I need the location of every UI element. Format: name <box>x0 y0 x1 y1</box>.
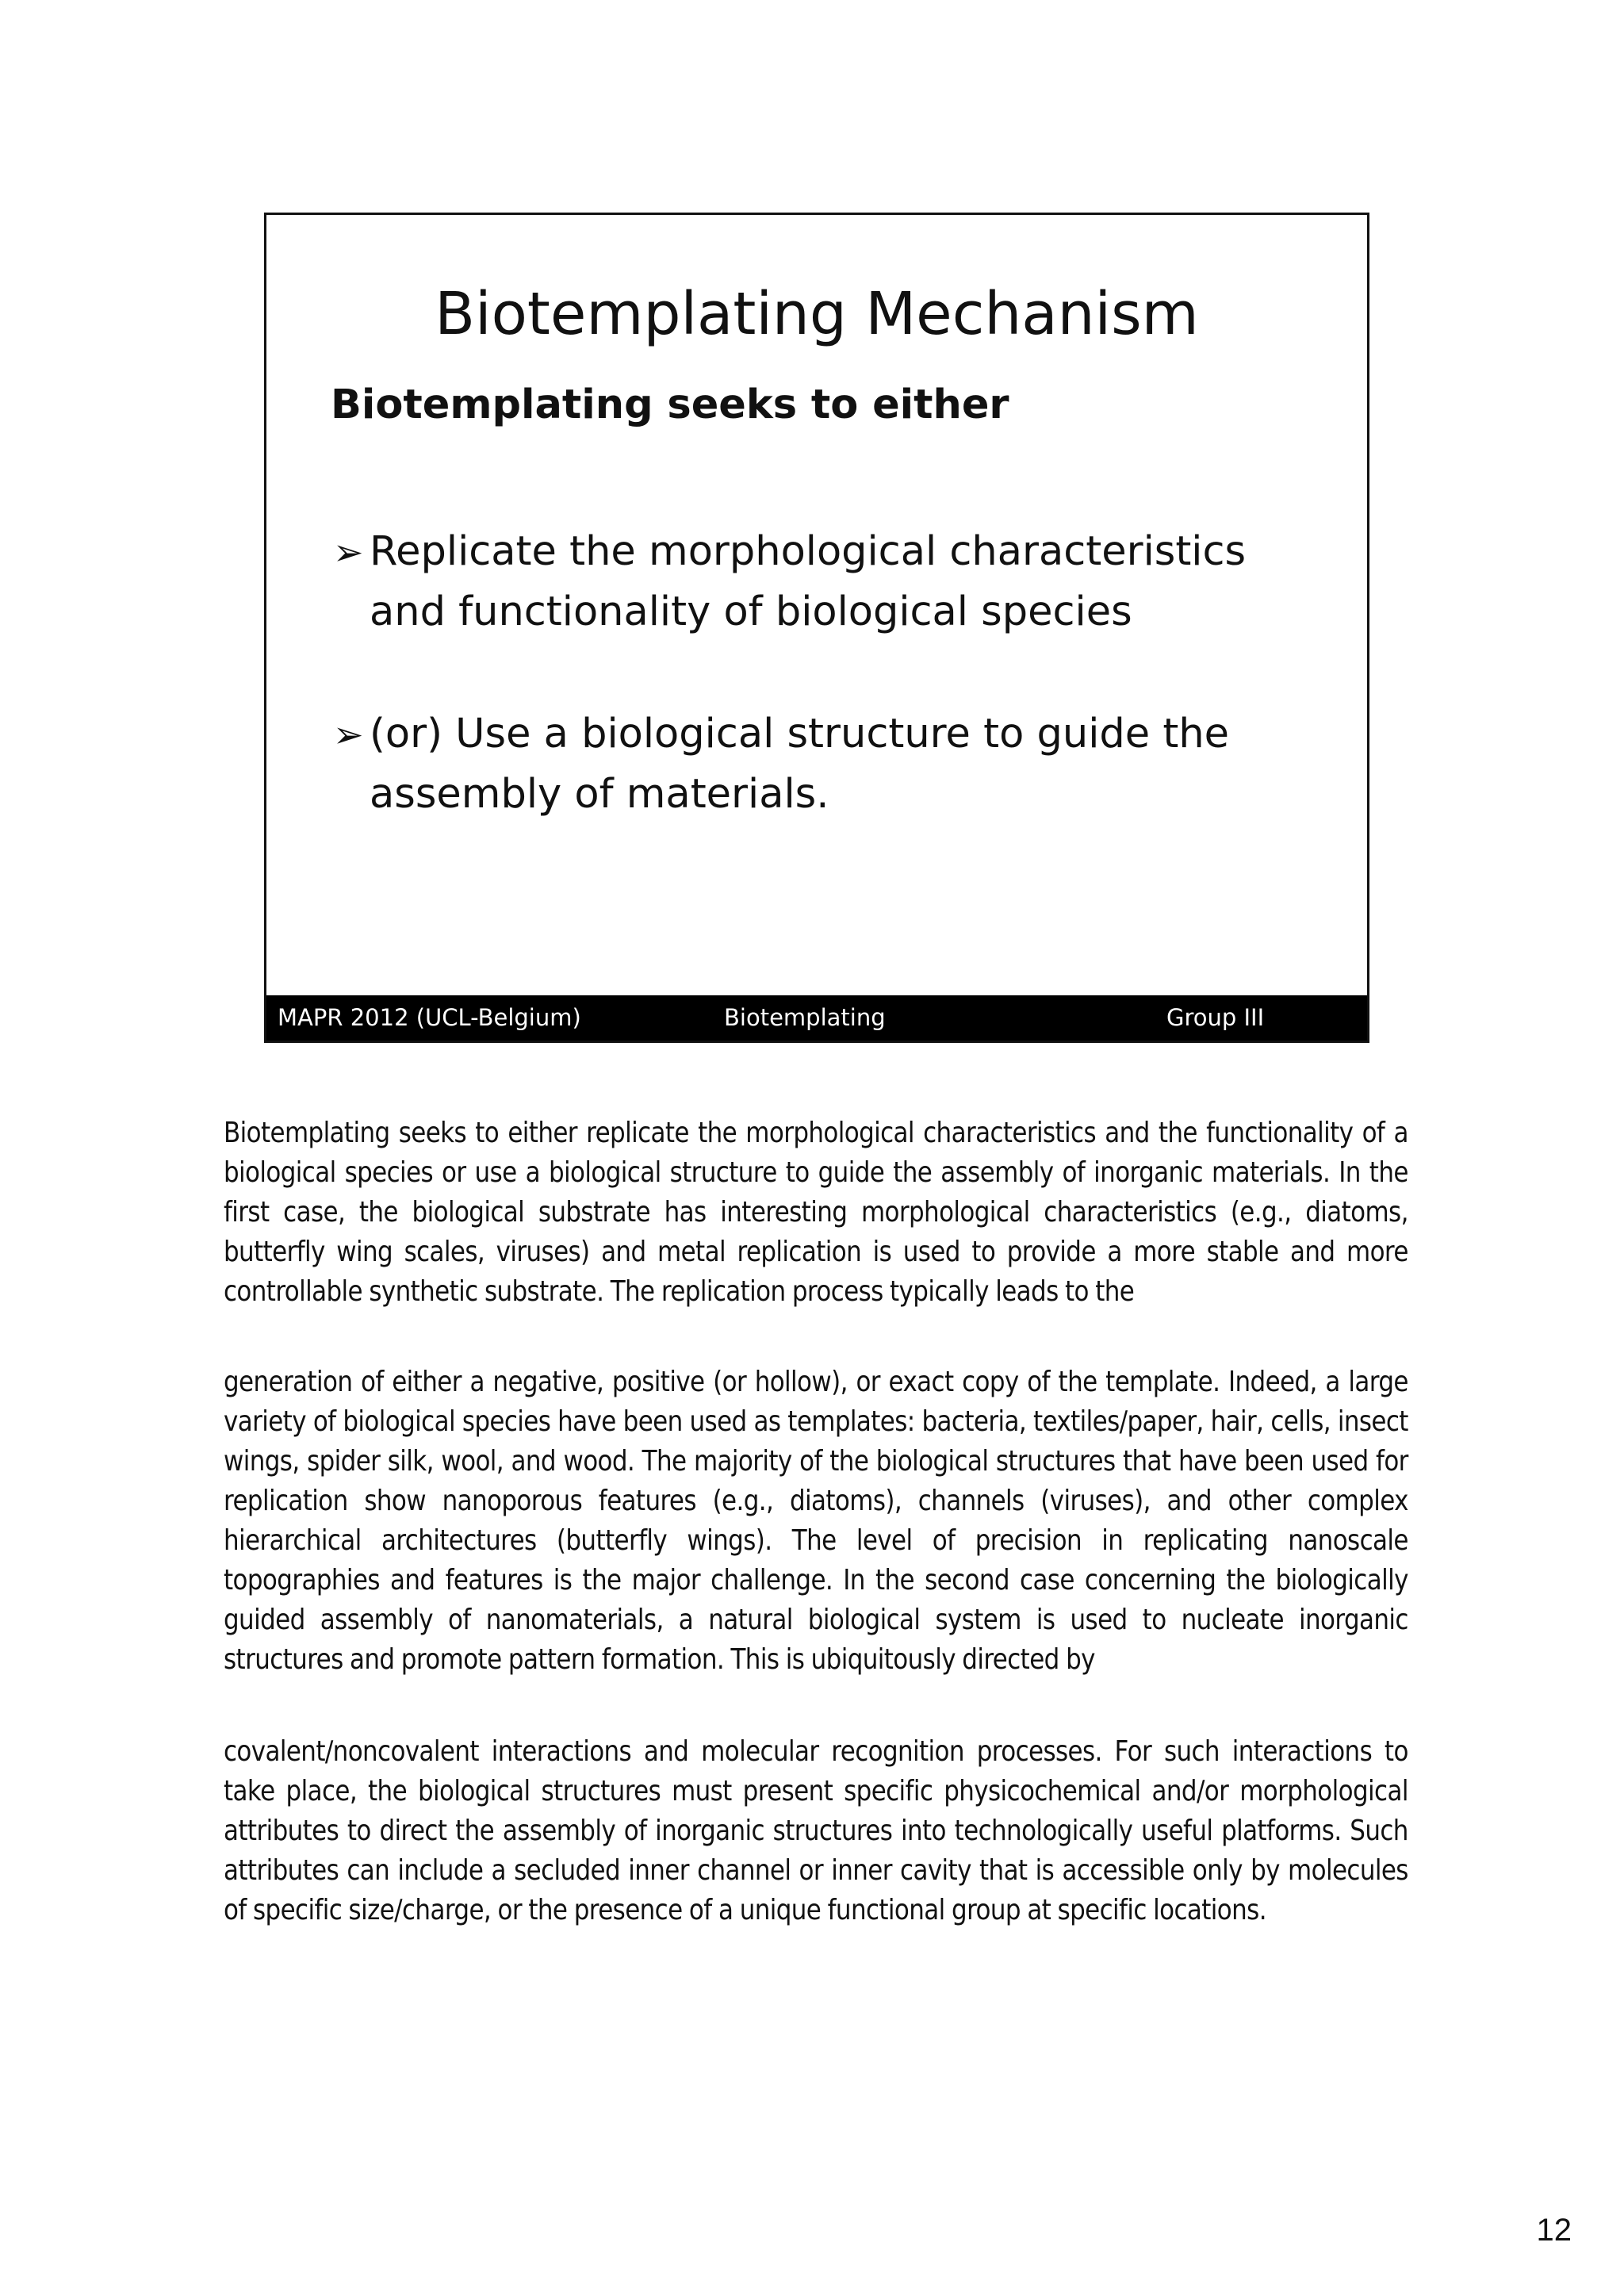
arrow-bullet-icon: ➢ <box>333 713 364 756</box>
slide-bullet <box>333 522 1300 642</box>
slide-bullet-text: (or) Use a biological structure to guide the assembly of materials. <box>370 711 1230 818</box>
footer-topic: Biotemplating <box>724 1004 886 1031</box>
slide-bullet-text: Replicate the morphological characteristics and functionality of biological species <box>370 528 1247 635</box>
slide-footer <box>266 995 1367 1041</box>
body-paragraph: covalent/noncovalent interactions and molecular recognition processes. For such interactions to take place, the biological structures must present specific physicochemical and/or morphological attributes to direct the assembly of inorganic structures into technologically useful platforms. Such attributes can include a secluded inner channel or inner cavity that is accessible only by molecules of specific size/charge, or the presence of a unique functional group at specific locations. <box>224 1735 1408 1926</box>
arrow-bullet-icon: ➢ <box>333 531 364 573</box>
body-paragraph: generation of either a negative, positive (or hollow), or exact copy of the template. Indeed, a large variety of biological species have been used as templates: bacteria, textiles/paper, hair, cells, insect wings, spider silk, wool, and wood. The majority of the biological structures that have been used for replication show nanoporous features (e.g., diatoms), channels (viruses), and other complex hierarchical architectures (butterfly wings). The level of precision in replicating nanoscale topographies and features is the major challenge. In the second case concerning the biologically guided assembly of nanomaterials, a natural biological system is used to nucleate inorganic structures and promote pattern formation. This is ubiquitously directed by <box>224 1366 1408 1676</box>
page-number: 12 <box>1536 2213 1572 2248</box>
footer-course: MAPR 2012 (UCL-Belgium) <box>278 1004 581 1031</box>
slide-title: Biotemplating Mechanism <box>435 280 1199 348</box>
slide-subtitle: Biotemplating seeks to either <box>331 381 1009 428</box>
body-paragraph: Biotemplating seeks to either replicate the morphological characteristics and the functionality of a biological species or use a biological structure to guide the assembly of inorganic materials. In the first case, the biological substrate has interesting morphological characteristics (e.g., diatoms, butterfly wing scales, viruses) and metal replication is used to provide a more stable and more controllable synthetic substrate. The replication process typically leads to the <box>224 1117 1408 1308</box>
slide-frame <box>264 213 1369 1043</box>
slide-bullet <box>333 704 1300 825</box>
footer-group: Group III <box>1166 1004 1265 1031</box>
